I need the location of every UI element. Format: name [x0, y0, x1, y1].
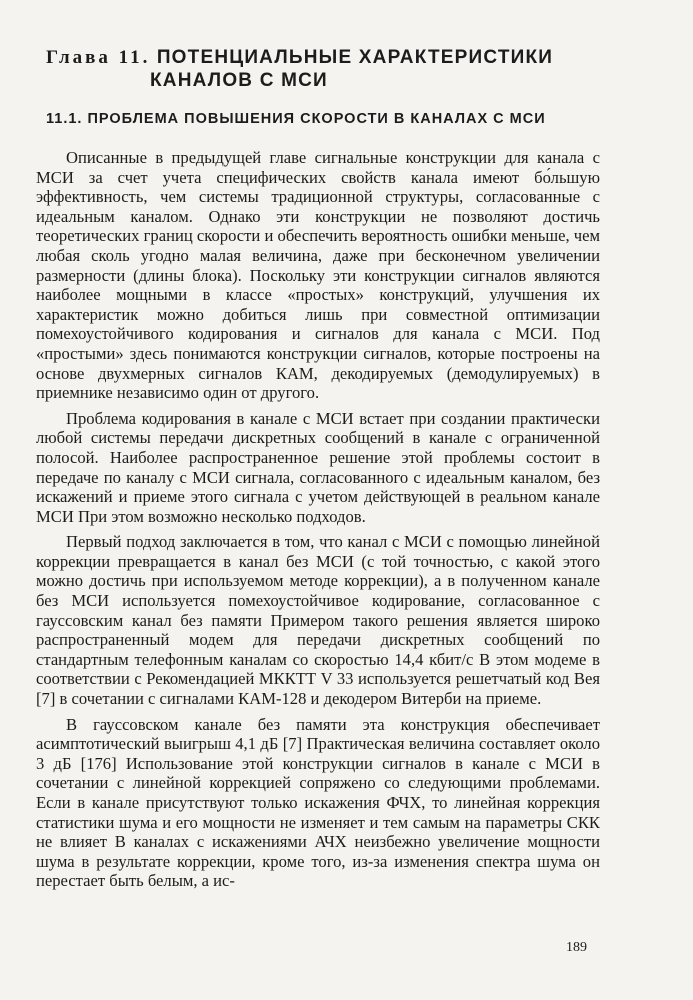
paragraph: В гауссовском канале без памяти эта конструкция обеспечивает асимптотический выигрыш 4,1 дБ [7] Практическая величина составляет около 3 дБ [176] Использование этой конструкции сигналов в канале с МСИ в сочетании с линейной коррекцией сопряжено со следующими проблемами. Если в канале присутствуют только искажения ФЧХ, то линейная коррекция статистики шума и его мощности не изменяет и тем самым на параметры СКК не влияет В каналах с искажениями АЧХ неизбежно увеличение мощности шума в результате коррекции, кроме того, из-за изменения спектра шума он перестает быть белым, а ис- — [36, 714, 600, 891]
section-heading: 11.1. ПРОБЛЕМА ПОВЫШЕНИЯ СКОРОСТИ В КАНАЛАХ С МСИ — [46, 111, 546, 127]
chapter-title-line1: ПОТЕНЦИАЛЬНЫЕ ХАРАКТЕРИСТИКИ — [156, 47, 554, 68]
paragraph: Первый подход заключается в том, что канал с МСИ с помощью линейной коррекции превращается в канал без МСИ (с той точностью, с какой этого можно достичь при используемом методе коррекции), а в полученном канале без МСИ используется помехоустойчивое кодирование, согласованное с гауссовским канал без памяти Примером такого решения является широко распространенный модем для передачи дискретных сообщений по стандартным телефонным каналам со скоростью 14,4 кбит/с В этом модеме в соответствии с Рекомендацией МККТТ V 33 используется решетчатый код Вея [7] в сочетании с сигналами КАМ-128 и декодером Витерби на приеме. — [36, 532, 600, 709]
page-number: 189 — [566, 940, 587, 955]
paragraph: Описанные в предыдущей главе сигнальные конструкции для канала с МСИ за счет учета специфических свойств канала имеют бо́льшую эффективность, чем системы традиционной структуры, согласованные с идеальным каналом. Однако эти конструкции не позволяют достичь теоретических границ скорости и обеспечить вероятность ошибки меньше, чем любая сколь угодно малая величина, даже при бесконечном увеличении размерности (длины блока). Поскольку эти конструкции сигналов являются наиболее мощными в классе «простых» конструкций, улучшения их характеристик можно добиться лишь при совместной оптимизации помехоустойчивого кодирования и сигналов для канала с МСИ. Под «простыми» здесь понимаются конструкции сигналов, которые построены на основе двухмерных сигналов КАМ, декодируемых (демодулируемых) в приемнике независимо один от другого. — [36, 148, 600, 403]
chapter-prefix: Глава 11. — [46, 47, 151, 68]
body-text — [36, 148, 600, 897]
chapter-heading — [46, 46, 666, 92]
paragraph: Проблема кодирования в канале с МСИ встает при создании практически любой системы передачи дискретных сообщений в канале с ограниченной полосой. Наиболее распространенное решение этой проблемы состоит в передаче по каналу с МСИ сигнала, согласованного с идеальным каналом, без искажений и приеме этого сигнала с учетом действующей в реальном канале МСИ При этом возможно несколько подходов. — [36, 408, 600, 526]
chapter-title-line2: КАНАЛОВ С МСИ — [150, 70, 328, 91]
